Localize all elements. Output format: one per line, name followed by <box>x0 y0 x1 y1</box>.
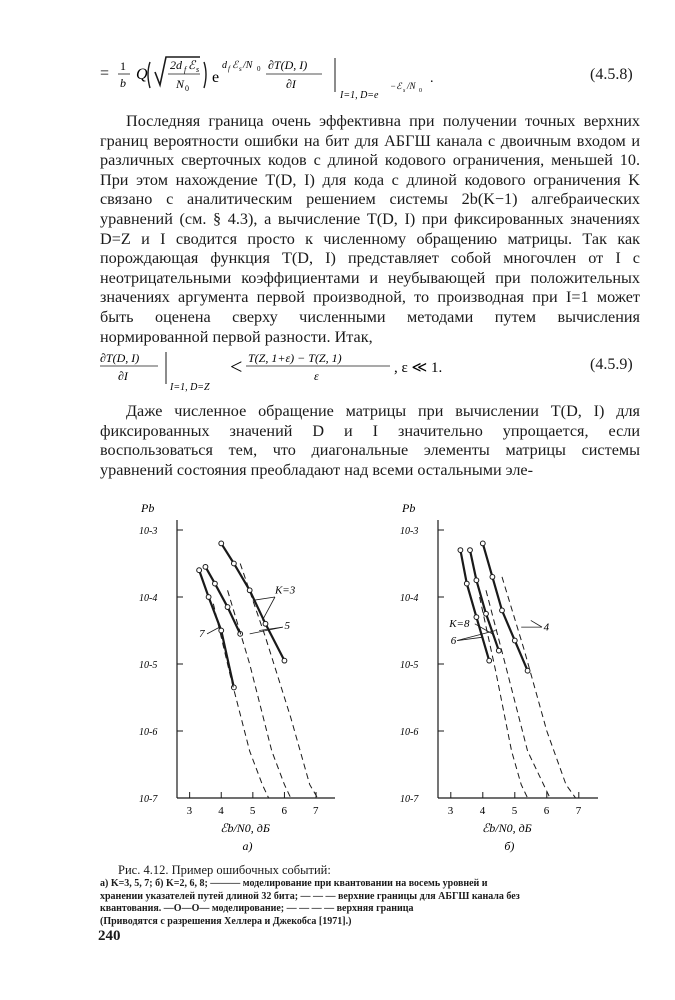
data-point <box>487 658 492 663</box>
eq-q-arg-num: 2d <box>170 58 182 72</box>
paragraph-1-text: Последняя граница очень эффективна при получении точных верхних границ вероятности ошибки на бит для АБГШ канала с двоичным входом и различных сверточных кодов с длиной кодового ограничения, меньшей 10. При этом нахождение T(D, I) для кода с длиной кодового ограничения K связано с аналитическим решением системы 2b(K−1) алгебраических уравнений (см. § 4.3), а вычисление T(D, I) при фиксированных значениях D=Z и I сводится просто к численному обращению матрицы. Так как порождающая функция T(D, I) представляет собой многочлен от I с неотрицательными коэффициентами и неубывающей при положительных значениях аргумента первой производной, то производная при I=1 может быть оценена сверху численными методами путем вычисления нормированной первой разности. Итак, <box>100 112 640 346</box>
eq-exp-base: e <box>212 69 220 86</box>
data-point <box>206 595 211 600</box>
eq-q-arg-es: ℰ <box>188 58 196 72</box>
eq-q-arg-den: N <box>176 77 185 91</box>
figure-4-12 <box>100 488 650 863</box>
eq-exp-power-sub: f <box>228 65 230 73</box>
x-axis-label: ℰb/N0, дБ <box>482 821 532 835</box>
data-point <box>231 561 236 566</box>
eq9-diff-num: T(Z, 1+ε) − T(Z, 1) <box>248 351 342 365</box>
eq-frac-den: b <box>120 76 126 90</box>
y-tick-label: 10-5 <box>139 660 158 671</box>
eq-q-arg-s: s <box>196 65 200 74</box>
eq9-eval-at: I=1, D=Z <box>170 382 210 393</box>
eq9-deriv-den: ∂I <box>118 369 128 383</box>
x-tick-label: 5 <box>511 805 518 817</box>
y-tick-label: 10-6 <box>400 727 419 738</box>
y-tick-label: 10-5 <box>400 660 419 671</box>
x-tick-label: 6 <box>281 805 287 817</box>
chart-panel-b <box>400 501 598 853</box>
panel-label: а) <box>242 839 253 853</box>
figure-caption <box>100 862 645 928</box>
data-point <box>219 541 224 546</box>
annotation-6: 6 <box>450 634 457 647</box>
y-tick-label: 10-7 <box>400 794 419 805</box>
bound-curve <box>486 590 550 798</box>
data-point <box>490 575 495 580</box>
annotation-k8: K=8 <box>449 618 470 631</box>
y-tick-label: 10-6 <box>139 727 158 738</box>
data-point <box>225 605 230 610</box>
equation-4-5-9-svg <box>100 350 520 396</box>
data-point <box>464 581 469 586</box>
paragraph-2-text: Даже численное обращение матрицы при вычислении T(D, I) для фиксированных значений D и I значительно упрощается, если воспользоваться тем, что диагональные элементы матрицы системы уравнений состояния преобладают над всеми остальными эле- <box>100 402 640 479</box>
y-tick-label: 10-3 <box>400 526 419 537</box>
eq9-deriv-num: ∂T(D, I) <box>100 351 140 365</box>
leader-line <box>259 627 283 630</box>
caption-title: Рис. 4.12. Пример ошибочных событий: <box>118 863 331 877</box>
simulation-curve <box>460 550 489 661</box>
figure-4-12-svg <box>100 488 650 863</box>
panel-label: б) <box>504 839 515 853</box>
x-tick-label: 7 <box>313 805 319 817</box>
eq-eval-power-sub: s <box>403 88 406 94</box>
data-point <box>197 568 202 573</box>
equation-4-5-8 <box>100 52 520 112</box>
x-tick-label: 3 <box>186 805 193 817</box>
eq-deriv-den: ∂I <box>286 77 296 91</box>
eq9-lt: < <box>230 354 243 379</box>
simulation-curve <box>470 550 499 651</box>
equation-number-4-5-8: (4.5.8) <box>590 66 633 83</box>
leader-line <box>457 637 483 640</box>
annotation-5: 5 <box>284 620 290 633</box>
data-point <box>474 578 479 583</box>
svg-text:.: . <box>430 71 434 86</box>
eq-lhs: = <box>100 65 110 82</box>
eq-eval-power-rest-sub: 0 <box>419 88 422 94</box>
caption-line-3: квантования. —O—O— моделирование; — — — — верхняя граница <box>100 903 414 915</box>
bound-curve <box>228 590 291 798</box>
y-tick-label: 10-4 <box>139 593 158 604</box>
leader-line <box>262 597 275 620</box>
x-tick-label: 5 <box>249 805 256 817</box>
data-point <box>282 658 287 663</box>
x-tick-label: 3 <box>447 805 454 817</box>
data-point <box>213 581 218 586</box>
paragraph-2 <box>100 402 640 480</box>
y-tick-label: 10-7 <box>139 794 158 805</box>
eq-exp-power-rest-sub: s <box>239 65 242 73</box>
caption-line-4: (Приводятся с разрешения Хеллера и Джекобса [1971].) <box>100 915 352 927</box>
equation-4-5-9 <box>100 350 520 396</box>
data-point <box>480 541 485 546</box>
data-point <box>474 615 479 620</box>
data-point <box>496 648 501 653</box>
data-point <box>500 608 505 613</box>
eq-exp-power-div-sub: 0 <box>257 65 261 73</box>
eq-exp-power: d <box>222 60 227 71</box>
eq-exp-power-rest: ℰ <box>232 60 239 71</box>
leader-line <box>531 620 542 627</box>
data-point <box>263 621 268 626</box>
x-axis-label: ℰb/N0, дБ <box>220 821 270 835</box>
data-point <box>203 564 208 569</box>
eq-q-arg-sub: f <box>184 65 187 74</box>
caption-line-1: а) K=3, 5, 7; б) K=2, 6, 8; ——— моделирование при квантовании на восемь уровней и <box>100 878 488 889</box>
bound-curve <box>480 597 528 798</box>
data-point <box>484 611 489 616</box>
eq-exp-power-div: /N <box>243 60 253 71</box>
chart-panel-a <box>139 501 335 853</box>
annotation-k3: K=3 <box>274 584 296 597</box>
data-point <box>458 548 463 553</box>
eq-frac-num: 1 <box>120 59 126 73</box>
caption-line-2: хранении указателей путей длиной 32 бита; — — — верхние границы для АБГШ канала без <box>100 890 520 902</box>
x-tick-label: 4 <box>218 805 224 817</box>
bound-curve <box>240 564 317 799</box>
y-tick-label: 10-3 <box>139 526 158 537</box>
equation-4-5-8-svg <box>100 52 520 112</box>
eq-eval-power-rest: /N <box>407 81 416 91</box>
leader-line <box>253 597 275 600</box>
data-point <box>525 668 530 673</box>
annotation-7: 7 <box>199 628 205 641</box>
x-tick-label: 7 <box>575 805 582 817</box>
page-number: 240 <box>98 928 121 944</box>
eq-deriv-num: ∂T(D, I) <box>268 58 308 72</box>
x-tick-label: 6 <box>543 805 550 817</box>
eq-eval-at-left: I=1, D=e <box>340 90 379 101</box>
data-point <box>231 685 236 690</box>
leader-line <box>207 627 220 634</box>
y-axis-label: Pb <box>141 501 155 515</box>
y-axis-label: Pb <box>402 501 416 515</box>
caption-body <box>100 878 645 928</box>
data-point <box>468 548 473 553</box>
y-tick-label: 10-4 <box>400 593 419 604</box>
data-point <box>512 638 517 643</box>
eq-eval-power: −ℰ <box>390 81 402 91</box>
equation-number-4-5-9: (4.5.9) <box>590 356 633 373</box>
bound-curve <box>502 577 576 798</box>
paragraph-1 <box>100 112 640 347</box>
leader-line <box>457 631 495 641</box>
eq9-diff-den: ε <box>314 369 319 383</box>
svg-text:Q: Q <box>136 66 148 83</box>
eq-q-arg-den-sub: 0 <box>185 84 189 93</box>
annotation-4: 4 <box>543 621 550 634</box>
x-tick-label: 4 <box>479 805 486 817</box>
eq9-condition: , ε ≪ 1. <box>394 360 443 376</box>
simulation-curve <box>483 543 528 670</box>
